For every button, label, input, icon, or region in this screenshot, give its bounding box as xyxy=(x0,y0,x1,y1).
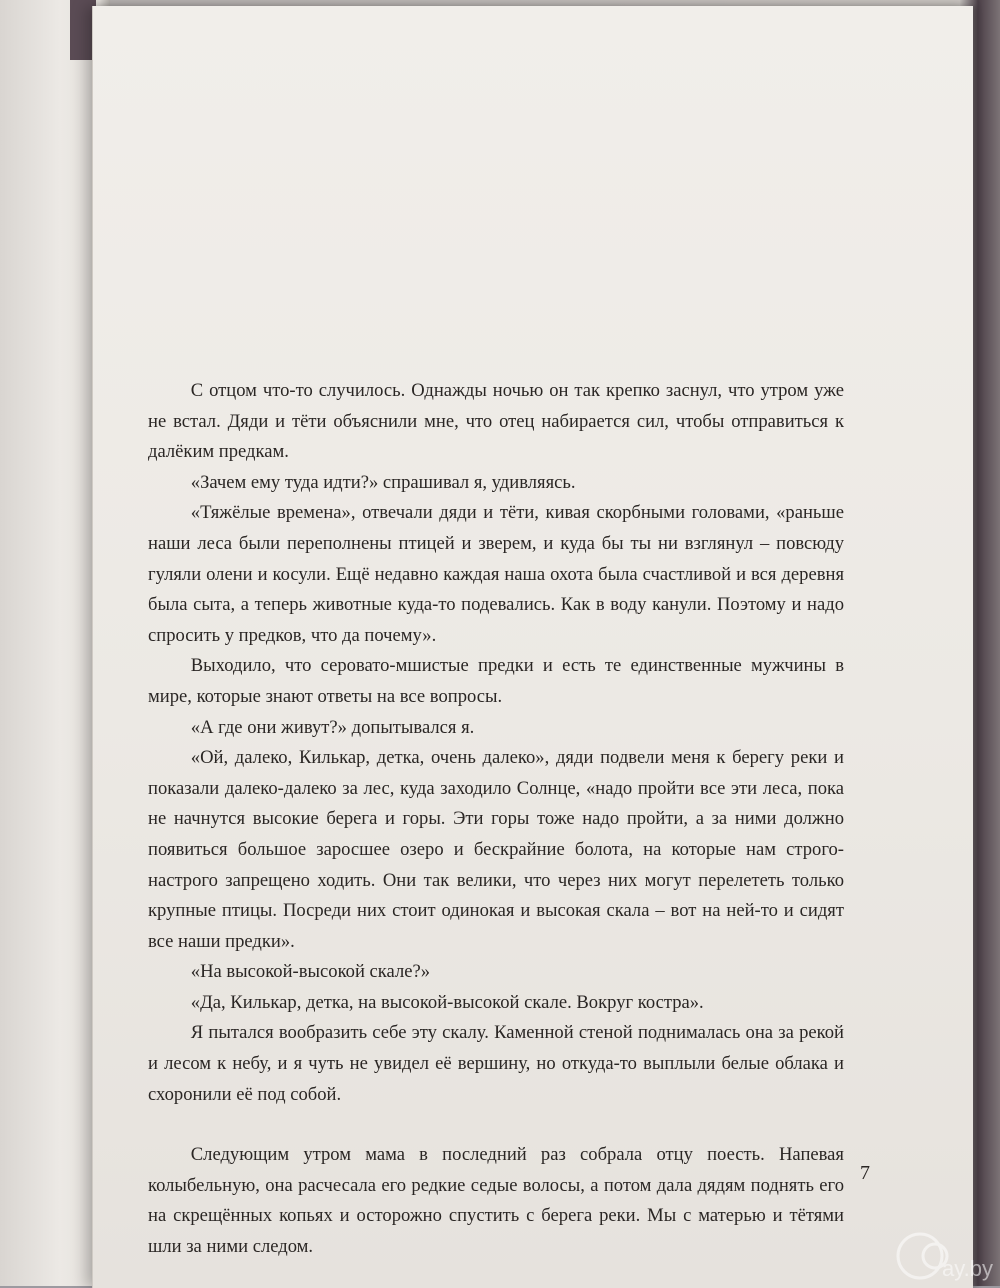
paragraph: «А где они живут?» допытывался я. xyxy=(190,716,475,738)
paragraph: «Ой, далеко, Килькар, детка, очень далеко», дяди подвели меня к берегу реки и показали далеко-далеко за лес, куда заходило Солнце, «надо пройти все эти леса, пока не начнутся высокие берега и горы. Эти горы тоже надо пройти, а за ними должно появиться большое заросшее озеро и бескрайние болота, на которые нам строго-настрого запрещено ходить. Они так велики, что через них могут перелететь только крупные птицы. Посреди них стоит одинокая и высокая скала – вот на ней-то и сидят все наши предки». xyxy=(148,747,844,952)
paragraph: Выходило, что серовато-мшистые предки и есть те единственные мужчины в мире, которые знают ответы на все вопросы. xyxy=(148,655,844,707)
watermark-logo xyxy=(880,1226,1000,1286)
paragraph: «На высокой-высокой скале?» xyxy=(190,961,431,983)
paragraph: Следующим утром мама в последний раз собрала отцу поесть. Напевая колыбельную, она расчесала его редкие седые волосы, а потом дала дядям поднять его на скрещённых копьях и осторожно спустить с берега реки. Мы с матерью и тётями шли за ними следом. xyxy=(148,1144,844,1258)
page-text xyxy=(148,376,844,1263)
paragraph: С отцом что-то случилось. Однажды ночью он так крепко заснул, что утром уже не встал. Дяди и тёти объяснили мне, что отец набирается сил, чтобы отправиться к далёким предкам. xyxy=(148,380,844,463)
paragraph: «Да, Килькар, детка, на высокой-высокой скале. Вокруг костра». xyxy=(190,991,704,1013)
watermark-text: ay.by xyxy=(942,1256,993,1281)
page-number: 7 xyxy=(860,1162,870,1184)
section-gap xyxy=(148,1110,844,1140)
paragraph: «Тяжёлые времена», отвечали дяди и тёти, кивая скорбными головами, «раньше наши леса были переполнены птицей и зверем, и куда бы ты ни взглянул – повсюду гуляли олени и косули. Ещё недавно каждая наша охота была счастливой и вся деревня была сыта, а теперь животные куда-то подевались. Как в воду канули. Поэтому и надо спросить у предков, что да почему». xyxy=(148,502,844,646)
paragraph: Я пытался вообразить себе эту скалу. Каменной стеной поднималась она за рекой и лесом к небу, и я чуть не увидел её вершину, но откуда-то выплыли белые облака и схоронили её под собой. xyxy=(148,1022,844,1105)
paragraph: «Зачем ему туда идти?» спрашивал я, удивляясь. xyxy=(190,471,576,493)
